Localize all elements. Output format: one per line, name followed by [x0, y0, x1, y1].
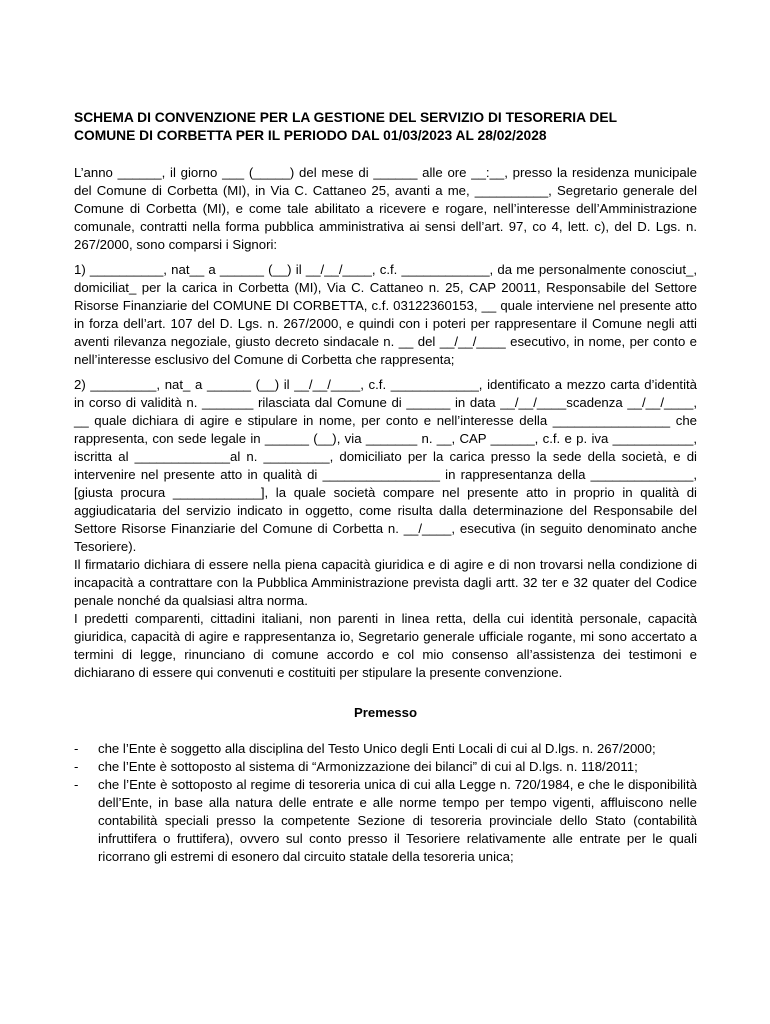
- premesso-heading: Premesso: [353, 705, 418, 720]
- attestation-paragraph: I predetti comparenti, cittadini italiani, non parenti in linea retta, della cui identità personale, capacità giuridica, capacità di agire e rappresentanza io, Segretario generale ufficiale rogante, mi sono accertato a termini di legge, rinunciano di comune accordo e col mio consenso all’assistenza dei testimoni e dichiarano di essere qui convenuti e costituiti per stipulare la presente convenzione.: [74, 611, 697, 680]
- dash-bullet: -: [74, 741, 79, 756]
- list-item: [74, 776, 697, 866]
- list-item: [74, 758, 697, 776]
- capacity-paragraph: Il firmatario dichiara di essere nella piena capacità giuridica e di agire e di non trovarsi nella condizione di incapacità a contrattare con la Pubblica Amministrazione prevista dagli artt. 32 ter e 32 quater del Codice penale nonché da qualsiasi altra norma.: [74, 557, 697, 608]
- list-item: [74, 740, 697, 758]
- list-item-text: che l’Ente è soggetto alla disciplina del Testo Unico degli Enti Locali di cui al D.lgs. n. 267/2000;: [98, 741, 656, 756]
- title-line-2: COMUNE DI CORBETTA PER IL PERIODO DAL 01/03/2023 AL 28/02/2028: [74, 128, 547, 143]
- dash-bullet: -: [74, 777, 79, 792]
- party-2-paragraph: 2) _________, nat_ a ______ (__) il __/__/____, c.f. ____________, identificato a mezzo carta d’identità in corso di validità n. _______ rilasciata dal Comune di ______ in data __/__/____scadenza __/__/____, __ quale dichiara di agire e stipulare in nome, per conto e nell’interesse della ________________ che rappresenta, con sede legale in ______ (__), via _______ n. __, CAP ______, c.f. e p. iva ___________, iscritta al _____________al n. _________, domiciliato per la carica presso la sede della società, e di intervenire nel presente atto in qualità di ________________ in rappresentanza della ______________, [giusta procura ____________], la quale società compare nel presente atto in proprio in qualità di aggiudicataria del servizio indicato in oggetto, come risulta dalla determinazione del Responsabile del Settore Risorse Finanziarie del Comune di Corbetta n. __/____, esecutiva (in seguito denominato anche Tesoriere).: [74, 377, 697, 554]
- list-item-text: che l’Ente è sottoposto al sistema di “Armonizzazione dei bilanci” di cui al D.lgs. n. 118/2011;: [98, 759, 638, 774]
- list-item-text: che l’Ente è sottoposto al regime di tesoreria unica di cui alla Legge n. 720/1984, e che le disponibilità dell’Ente, in base alla natura delle entrate e alle norme tempo per tempo vigenti, affluiscono nelle contabilità speciali presso la competente Sezione di tesoreria provinciale dello Stato (contabilità infruttifera o fruttifera), ovvero sul conto presso il Tesoriere relativamente alle entrate per le quali ricorrano gli estremi di esonero dal circuito statale della tesoreria unica;: [98, 777, 697, 864]
- premesso-list: [74, 740, 697, 866]
- document-page: [74, 109, 697, 866]
- document-title: [74, 109, 697, 145]
- party-1-paragraph: 1) __________, nat__ a ______ (__) il __/__/____, c.f. ____________, da me personalmente conosciut_, domiciliat_ per la carica in Corbetta (MI), Via C. Cattaneo n. 25, CAP 20011, Responsabile del Settore Risorse Finanziarie del COMUNE DI CORBETTA, c.f. 03122360153, __ quale interviene nel presente atto in forza dell’art. 107 del D. Lgs. n. 267/2000, e quindi con i poteri per rappresentare il Comune negli atti aventi rilevanza negoziale, giusto decreto sindacale n. __ del __/__/____ esecutivo, in nome, per conto e nell’interesse esclusivo del Comune di Corbetta che rappresenta;: [74, 262, 697, 367]
- title-line-1: SCHEMA DI CONVENZIONE PER LA GESTIONE DEL SERVIZIO DI TESORERIA DEL: [74, 110, 617, 125]
- dash-bullet: -: [74, 759, 79, 774]
- intro-paragraph: L’anno ______, il giorno ___ (_____) del mese di ______ alle ore __:__, presso la residenza municipale del Comune di Corbetta (MI), in Via C. Cattaneo 25, avanti a me, __________, Segretario generale del Comune di Corbetta (MI), e come tale abilitato a ricevere e rogare, nell’interesse dell’Amministrazione comunale, contratti nella forma pubblica amministrativa ai sensi dell’art. 97, co 4, lett. c), del D. Lgs. n. 267/2000, sono comparsi i Signori:: [74, 165, 697, 252]
